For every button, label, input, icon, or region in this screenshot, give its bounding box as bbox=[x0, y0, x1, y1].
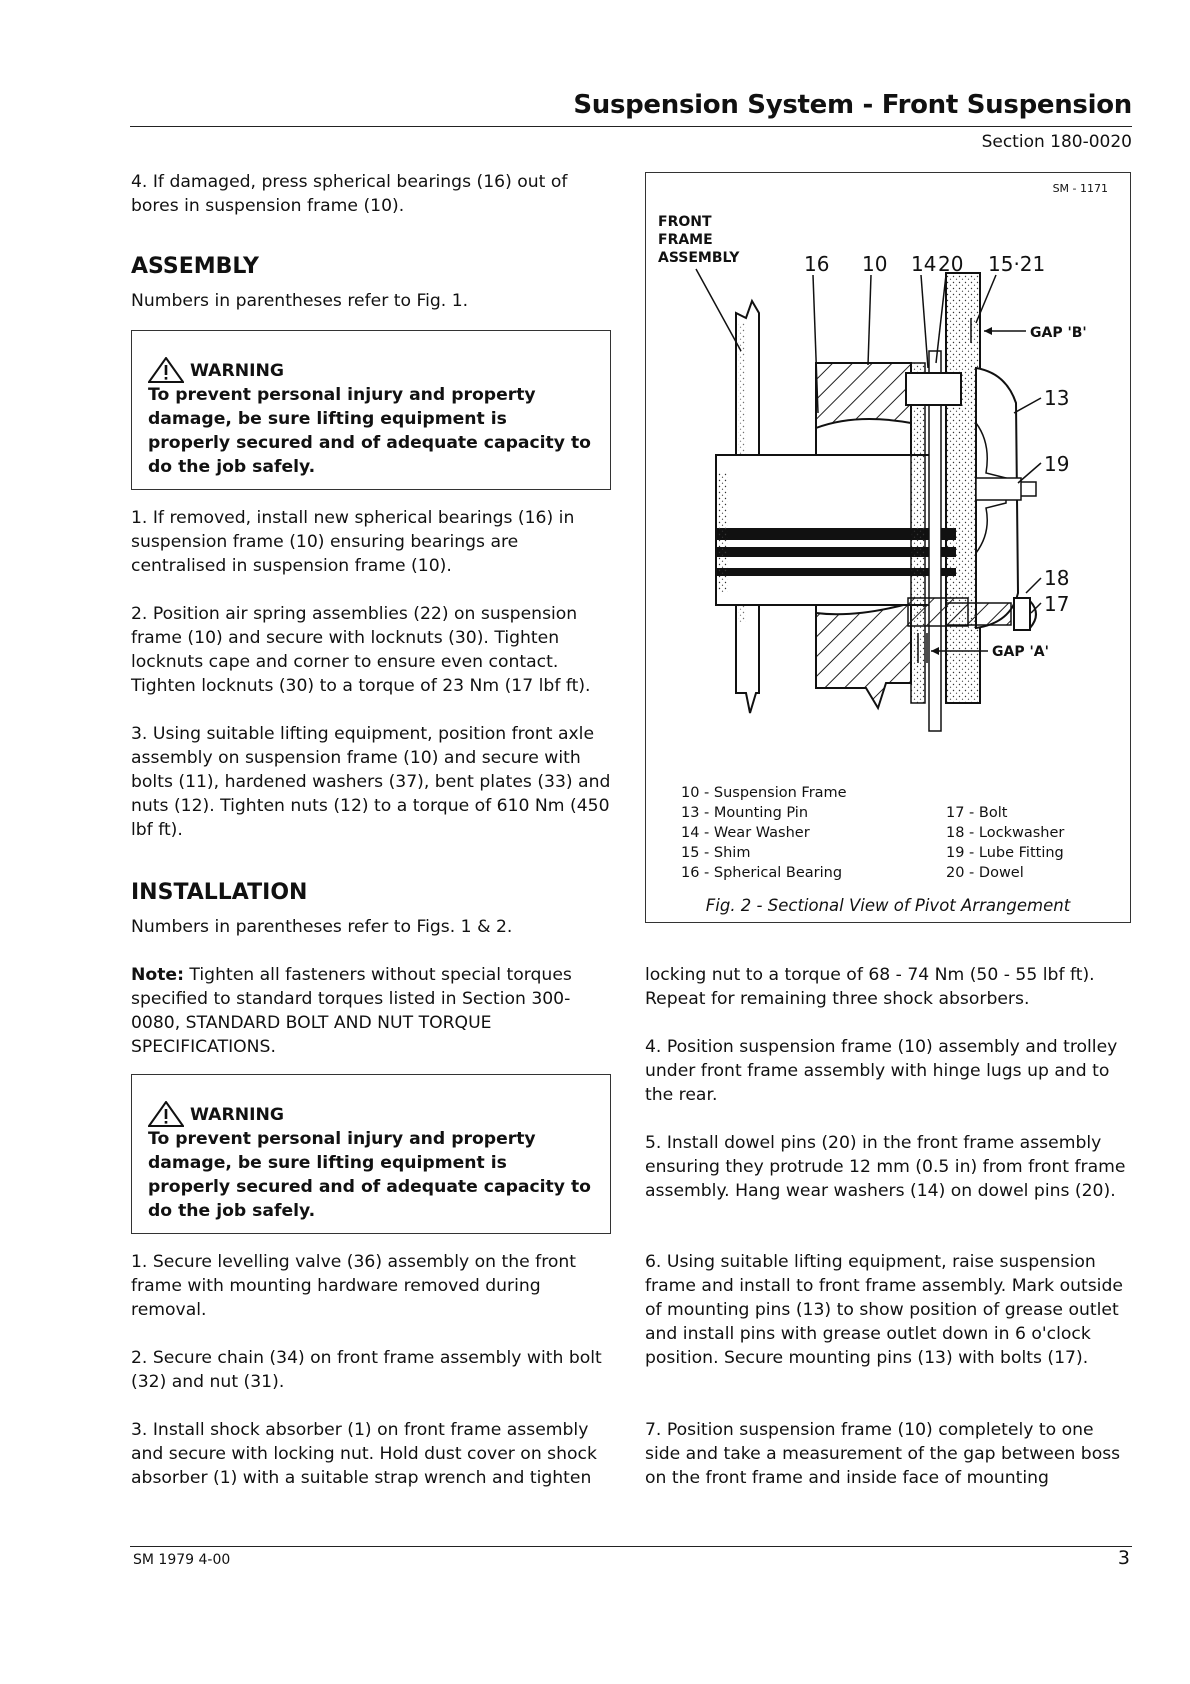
callout-line: FRONT bbox=[658, 214, 712, 230]
legend-right bbox=[946, 803, 1064, 883]
figure-code: SM - 1171 bbox=[1052, 182, 1108, 195]
callout-line: FRAME bbox=[658, 232, 713, 248]
note-label: Note: bbox=[131, 965, 184, 985]
part-number: 14 bbox=[911, 252, 937, 276]
part-number: 20 bbox=[938, 252, 964, 276]
note-text: Tighten all fasteners without special torques specified to standard torques listed in Section 300-0080, STANDARD BOLT AND NUT TORQUE SPECIFICATIONS. bbox=[131, 965, 572, 1057]
legend-item: 13 - Mounting Pin bbox=[681, 805, 809, 821]
part-number: 19 bbox=[1044, 452, 1070, 476]
page-title: Suspension System - Front Suspension bbox=[573, 90, 1132, 120]
legend-item: 18 - Lockwasher bbox=[946, 825, 1065, 841]
warning-box-installation bbox=[131, 1074, 611, 1234]
warning-text: To prevent personal injury and property damage, be sure lifting equipment is properly secured and of adequate capacity to do the job safely. bbox=[148, 385, 591, 477]
warning-triangle-icon bbox=[148, 357, 184, 383]
gap-a-label: GAP 'A' bbox=[992, 644, 1049, 660]
installation-step-2: 2. Secure chain (34) on front frame assembly with bolt (32) and nut (31). bbox=[131, 1348, 602, 1392]
legend-item: 16 - Spherical Bearing bbox=[681, 865, 843, 881]
header-rule bbox=[130, 126, 1132, 127]
warning-box-assembly bbox=[131, 330, 611, 490]
installation-step-1: 1. Secure levelling valve (36) assembly on the front frame with mounting hardware removed during removal. bbox=[131, 1252, 577, 1320]
assembly-step-3: 3. Using suitable lifting equipment, position front axle assembly on suspension frame (10) and secure with bolts (11), hardened washers (37), bent plates (33) and nuts (12). Tighten nuts (12) to a torque of 610 Nm (450 lbf ft). bbox=[131, 724, 611, 840]
page-number: 3 bbox=[1117, 1547, 1130, 1569]
callout-line: ASSEMBLY bbox=[658, 250, 740, 266]
gap-b-label: GAP 'B' bbox=[1030, 325, 1087, 341]
legend-item: 17 - Bolt bbox=[946, 805, 1008, 821]
figure-caption: Fig. 2 - Sectional View of Pivot Arrangement bbox=[705, 896, 1071, 915]
assembly-heading: ASSEMBLY bbox=[131, 254, 259, 279]
installation-step-4: 4. Position suspension frame (10) assembly and trolley under front frame assembly with hinge lugs up and to the rear. bbox=[645, 1037, 1118, 1105]
section-number: Section 180-0020 bbox=[981, 132, 1132, 152]
installation-heading: INSTALLATION bbox=[131, 880, 308, 905]
figure-2-box bbox=[645, 172, 1131, 923]
warning-text: To prevent personal injury and property damage, be sure lifting equipment is properly secured and of adequate capacity to do the job safely. bbox=[148, 1129, 591, 1221]
step-4-paragraph: 4. If damaged, press spherical bearings (16) out of bores in suspension frame (10). bbox=[131, 172, 568, 216]
warning-header bbox=[148, 1101, 594, 1127]
installation-step-7: 7. Position suspension frame (10) completely to one side and take a measurement of the gap between boss on the front frame and inside face of mounting bbox=[645, 1420, 1121, 1488]
legend-item: 19 - Lube Fitting bbox=[946, 845, 1064, 861]
part-number: 18 bbox=[1044, 566, 1070, 590]
warning-title: WARNING bbox=[190, 361, 284, 381]
warning-title: WARNING bbox=[190, 1105, 284, 1125]
part-number: 10 bbox=[862, 252, 888, 276]
installation-step-3: 3. Install shock absorber (1) on front frame assembly and secure with locking nut. Hold dust cover on shock absorber (1) with a suitable strap wrench and tighten bbox=[131, 1420, 597, 1488]
footer-rule bbox=[130, 1546, 1132, 1547]
legend-item: 20 - Dowel bbox=[946, 865, 1024, 881]
legend-item: 10 - Suspension Frame bbox=[681, 785, 847, 801]
installation-reference: Numbers in parentheses refer to Figs. 1 & 2. bbox=[131, 917, 513, 937]
assembly-reference: Numbers in parentheses refer to Fig. 1. bbox=[131, 291, 469, 311]
step-3-continuation: locking nut to a torque of 68 - 74 Nm (50 - 55 lbf ft). Repeat for remaining three shock absorbers. bbox=[645, 965, 1095, 1009]
warning-header bbox=[148, 357, 594, 383]
warning-triangle-icon bbox=[148, 1101, 184, 1127]
footer-document-code: SM 1979 4-00 bbox=[133, 1552, 231, 1568]
pivot-sectional-drawing bbox=[646, 173, 1132, 773]
legend-left bbox=[681, 783, 847, 883]
assembly-step-1: 1. If removed, install new spherical bearings (16) in suspension frame (10) ensuring bearings are centralised in suspension frame (10). bbox=[131, 508, 575, 576]
assembly-step-2: 2. Position air spring assemblies (22) on suspension frame (10) and secure with locknuts (30). Tighten locknuts cape and corner to ensure even contact. Tighten locknuts (30) to a torque of 23 Nm (17 lbf ft). bbox=[131, 604, 591, 696]
part-number: 15·21 bbox=[988, 252, 1046, 276]
part-number: 17 bbox=[1044, 592, 1070, 616]
part-number: 13 bbox=[1044, 386, 1070, 410]
note-paragraph bbox=[131, 963, 616, 1059]
installation-step-6: 6. Using suitable lifting equipment, raise suspension frame and install to front frame assembly. Mark outside of mounting pins (13) to show position of grease outlet and install pins with grease outlet down in 6 o'clock position. Secure mounting pins (13) with bolts (17). bbox=[645, 1252, 1123, 1368]
legend-item: 15 - Shim bbox=[681, 845, 751, 861]
part-number: 16 bbox=[804, 252, 830, 276]
legend-item: 14 - Wear Washer bbox=[681, 825, 810, 841]
installation-step-5: 5. Install dowel pins (20) in the front frame assembly ensuring they protrude 12 mm (0.5 in) from front frame assembly. Hang wear washers (14) on dowel pins (20). bbox=[645, 1133, 1126, 1201]
